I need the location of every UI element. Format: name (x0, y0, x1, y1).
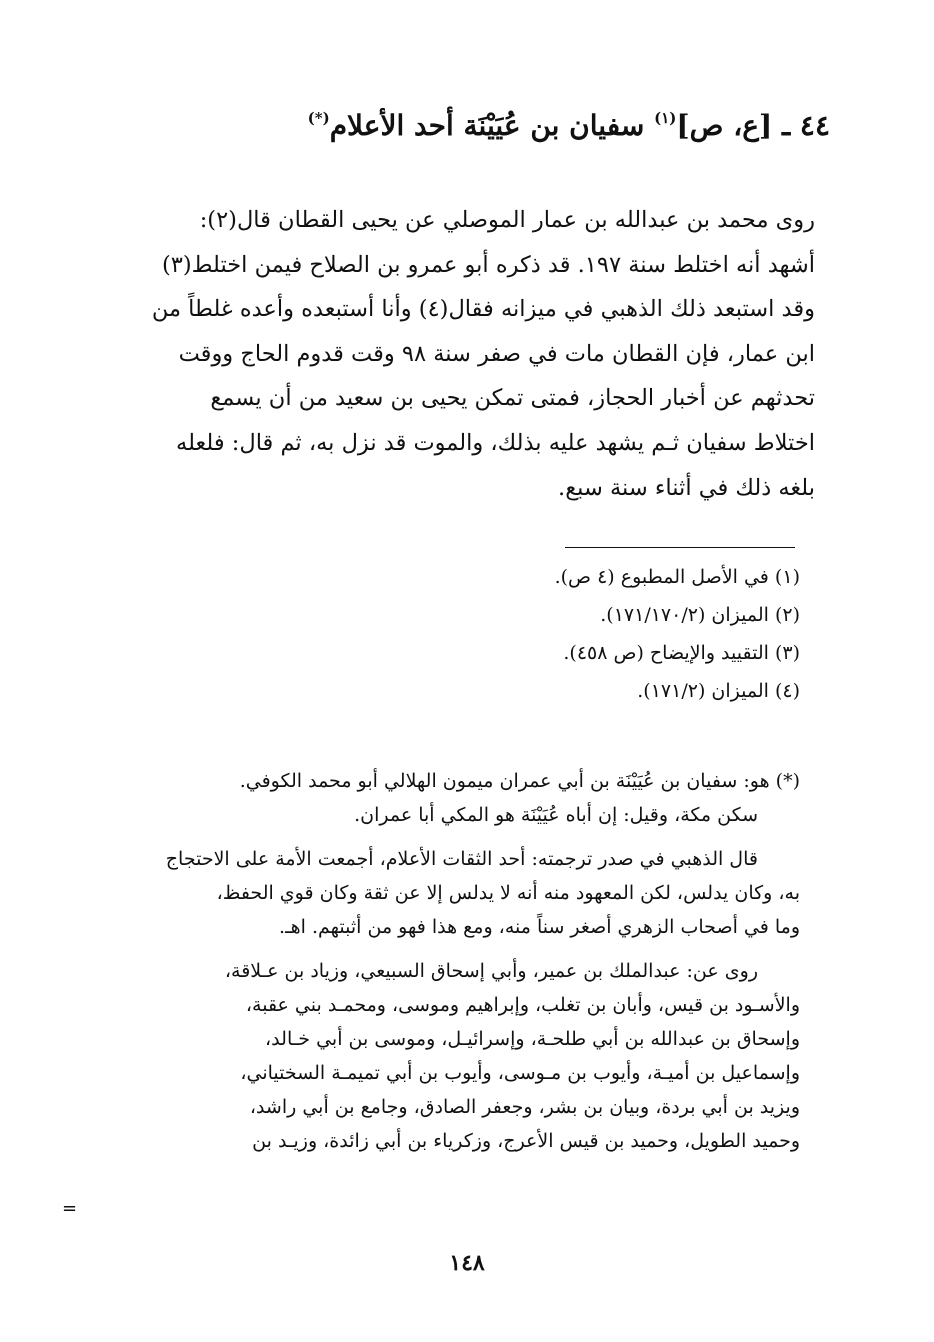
page-number: ١٤٨ (449, 1250, 485, 1276)
footnote-3: (٣) التقييد والإيضاح (ص ٤٥٨). (563, 642, 800, 664)
body-line: أشهد أنه اختلط سنة ١٩٧. قد ذكره أبو عمرو بن الصلاح فيمن اختلط(٣) (162, 251, 815, 278)
biography-line: وإسحاق بن عبدالله بن أبي طلحـة، وإسرائيـل، وموسى بن أبي خـالد، (265, 1028, 800, 1050)
source-codes: [ع، ص] (676, 109, 773, 142)
biography-footnote (100, 764, 800, 1158)
main-body-text (95, 198, 815, 510)
footnote-1: (١) في الأصل المطبوع (٤ ص). (554, 566, 800, 588)
footnote-2: (٢) الميزان (١٧١/١٧٠/٢). (600, 604, 800, 626)
continuation-mark: = (62, 1198, 78, 1219)
entry-heading (110, 96, 830, 148)
body-line: روى محمد بن عبدالله بن عمار الموصلي عن يحيى القطان قال(٢): (199, 207, 815, 233)
narrator-name: سفيان بن عُيَيْنَة أحد الأعلام (329, 109, 645, 142)
body-line: اختلاط سفيان ثـم يشهد عليه بذلك، والموت قد نزل به، ثم قال: فلعله (176, 429, 815, 456)
footnote-4: (٤) الميزان (١٧١/٢). (637, 680, 800, 702)
biography-line: وما في أصحاب الزهري أصغر سناً منه، ومع هذا فهو من أثبتهم. اهـ. (279, 916, 800, 938)
body-line: وقد استبعد ذلك الذهبي في ميزانه فقال(٤) وأنا أستبعده وأعده غلطاً من (151, 296, 815, 323)
biography-line: قال الذهبي في صدر ترجمته: أحد الثقات الأعلام، أجمعت الأمة على الاحتجاج (165, 848, 758, 870)
body-line: بلغه ذلك في أثناء سنة سبع. (558, 474, 815, 501)
name-note-ref: (*) (307, 109, 330, 127)
biography-line: به، وكان يدلس، لكن المعهود منه أنه لا يدلس إلا عن ثقة وكان قوي الحفظ، (216, 882, 800, 904)
biography-line: وحميد الطويل، وحميد بن قيس الأعرج، وزكرياء بن أبي زائدة، وزيـد بن (252, 1130, 800, 1152)
source-note-ref: (١) (654, 109, 677, 127)
biography-line: وإسماعيل بن أميـة، وأيوب بن مـوسى، وأيوب بن أبي تميمـة السختياني، (240, 1062, 800, 1084)
body-line: تحدثهم عن أخبار الحجاز، فمتى تمكن يحيى بن سعيد من أن يسمع (210, 385, 815, 412)
footnotes (100, 558, 800, 710)
body-line: ابن عمار، فإن القطان مات في صفر سنة ٩٨ وقت قدوم الحاج ووقت (178, 340, 815, 367)
biography-line: ويزيد بن أبي بردة، وبيان بن بشر، وجعفر الصادق، وجامع بن أبي راشد، (249, 1096, 800, 1118)
biography-line: والأسـود بن قيس، وأبان بن تغلب، وإبراهيم وموسى، ومحمـد بني عقبة، (245, 994, 800, 1016)
biography-line: روى عن: عبدالملك بن عمير، وأبي إسحاق السبيعي، وزياد بن عـلاقة، (224, 960, 758, 982)
entry-number: ٤٤ ـ (781, 109, 830, 142)
biography-line: سكن مكة، وقيل: إن أباه عُيَيْنَة هو المكي أبا عمران. (354, 804, 758, 826)
footnote-divider (565, 547, 795, 548)
biography-first-line: (*) هو: سفيان بن عُيَيْنَة بن أبي عمران ميمون الهلالي أبو محمد الكوفي. (239, 770, 800, 792)
